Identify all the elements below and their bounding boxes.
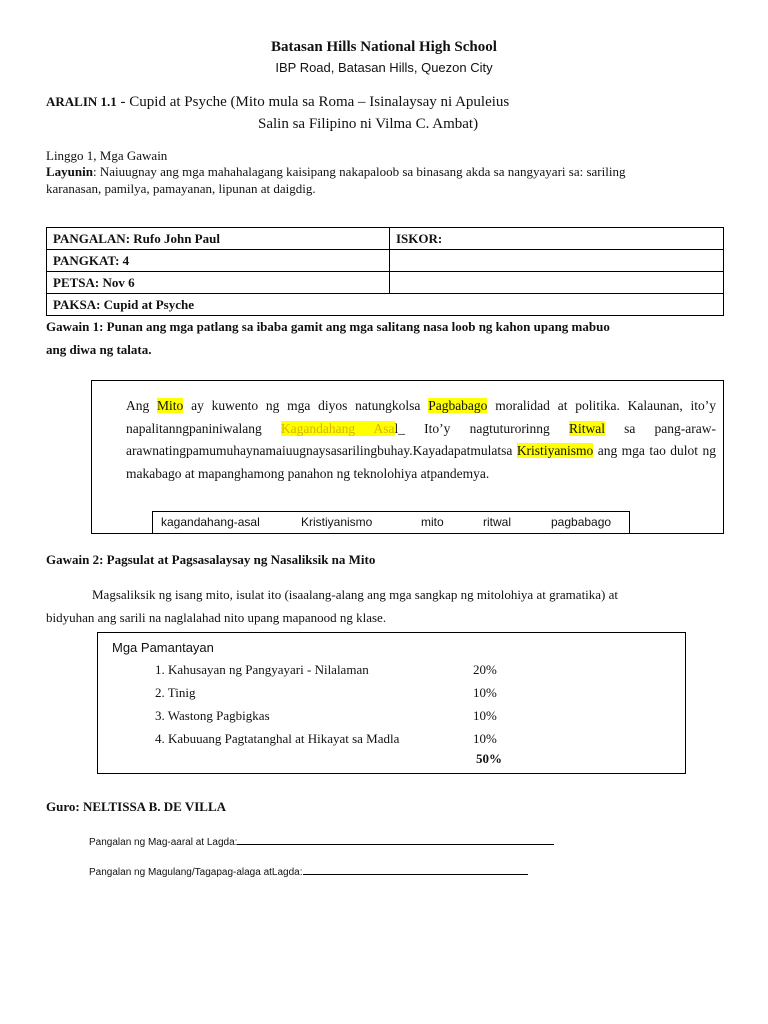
word-bank-item: pagbabago	[551, 515, 612, 529]
word-bank-item: kagandahang-asal	[161, 515, 260, 529]
para-text: moralidad at politika. Kalaunan, ito’y napalitanngpaniniwalang	[126, 398, 716, 436]
student-info-table	[46, 227, 724, 316]
gawain1-paragraph	[126, 395, 716, 485]
gawain1-title-2: ang diwa ng talata.	[46, 342, 152, 357]
student-signature-blank[interactable]	[237, 834, 554, 845]
criterion-percent: 10%	[473, 731, 497, 746]
word-bank-item: mito	[421, 515, 444, 529]
answer-kagandahang-asal: Kagandahang Asa	[280, 420, 395, 436]
aralin-title-text: - Cupid at Psyche (Mito mula sa Roma – Isinalaysay ni Apuleius	[116, 94, 510, 110]
aralin-label: ARALIN 1.1	[46, 94, 117, 109]
parent-signature-line	[89, 864, 528, 878]
criterion-label: 1. Kahusayan ng Pangyayari - Nilalaman	[155, 662, 369, 677]
school-address: IBP Road, Batasan Hills, Quezon City	[275, 60, 493, 75]
parent-signature-blank[interactable]	[303, 864, 528, 875]
answer-pagbabago: Pagbabago	[428, 398, 488, 413]
gawain2-instructions-1: Magsaliksik ng isang mito, isulat ito (isaalang-alang ang mga sangkap ng mitolohiya at gramatika) at	[92, 587, 619, 602]
layunin-line-1	[46, 164, 625, 180]
topic-cell: PAKSA: Cupid at Psyche	[47, 294, 724, 316]
section-cell: PANGKAT: 4	[47, 250, 390, 272]
criterion-label: 2. Tinig	[155, 685, 196, 700]
aralin-title-line-1	[46, 94, 509, 111]
layunin-label: Layunin	[46, 164, 93, 179]
name-cell: PANGALAN: Rufo John Paul	[47, 228, 390, 250]
student-signature-line	[89, 834, 554, 848]
criterion-percent: 10%	[473, 685, 497, 700]
aralin-title-line-2: Salin sa Filipino ni Vilma C. Ambat)	[258, 116, 479, 132]
criteria-title: Mga Pamantayan	[112, 640, 214, 655]
week-label: Linggo 1, Mga Gawain	[46, 148, 168, 163]
answer-ritwal: Ritwal	[568, 420, 605, 436]
answer-kristiyanismo: Kristiyanismo	[516, 443, 594, 458]
para-text: ay kuwento ng mga diyos natungkolsa	[183, 398, 429, 413]
word-bank-item: Kristiyanismo	[301, 515, 373, 529]
school-name: Batasan Hills National High School	[271, 39, 497, 55]
student-signature-label: Pangalan ng Mag-aaral at Lagda:	[89, 837, 238, 848]
gawain2-title: Gawain 2: Pagsulat at Pagsasalaysay ng Nasaliksik na Mito	[46, 552, 376, 567]
score-cell: ISKOR:	[390, 228, 724, 250]
word-bank	[152, 511, 630, 534]
teacher-name: Guro: NELTISSA B. DE VILLA	[46, 799, 227, 814]
criteria-total: 50%	[476, 751, 502, 766]
para-text: l_ Ito’y nagtuturorinng	[394, 420, 569, 436]
criterion-percent: 20%	[473, 662, 497, 677]
answer-mito: Mito	[157, 398, 184, 413]
gawain2-instructions-2: bidyuhan ang sarili na naglalahad nito upang mapanood ng klase.	[46, 610, 387, 625]
layunin-text: : Naiuugnay ang mga mahahalagang kaisipang nakapaloob sa binasang akda sa nangyayari sa: sariling	[92, 164, 626, 179]
criterion-label: 3. Wastong Pagbigkas	[155, 708, 270, 723]
date-cell: PETSA: Nov 6	[47, 272, 390, 294]
word-bank-item: ritwal	[483, 515, 512, 529]
criterion-label: 4. Kabuuang Pagtatanghal at Hikayat sa Madla	[155, 731, 400, 746]
layunin-line-2: karanasan, pamilya, pamayanan, lipunan at daigdig.	[46, 181, 316, 196]
criterion-percent: 10%	[473, 708, 497, 723]
gawain1-title-1: Gawain 1: Punan ang mga patlang sa ibaba gamit ang mga salitang nasa loob ng kahon upang mabuo	[46, 319, 610, 334]
para-text: ang mga tao dulot ng makabago at mapanghamong panahon ng teknolohiya atpandemya.	[126, 443, 716, 481]
para-text: Ang	[126, 398, 158, 413]
parent-signature-label: Pangalan ng Magulang/Tagapag-alaga atLagda:	[89, 867, 303, 878]
section-blank-cell	[390, 250, 724, 272]
para-text: sa pang-araw-arawnatingpamumuhaynamaiuugnaysasarilingbuhay.Kayadapatmulatsa	[126, 420, 717, 458]
date-blank-cell	[390, 272, 724, 294]
